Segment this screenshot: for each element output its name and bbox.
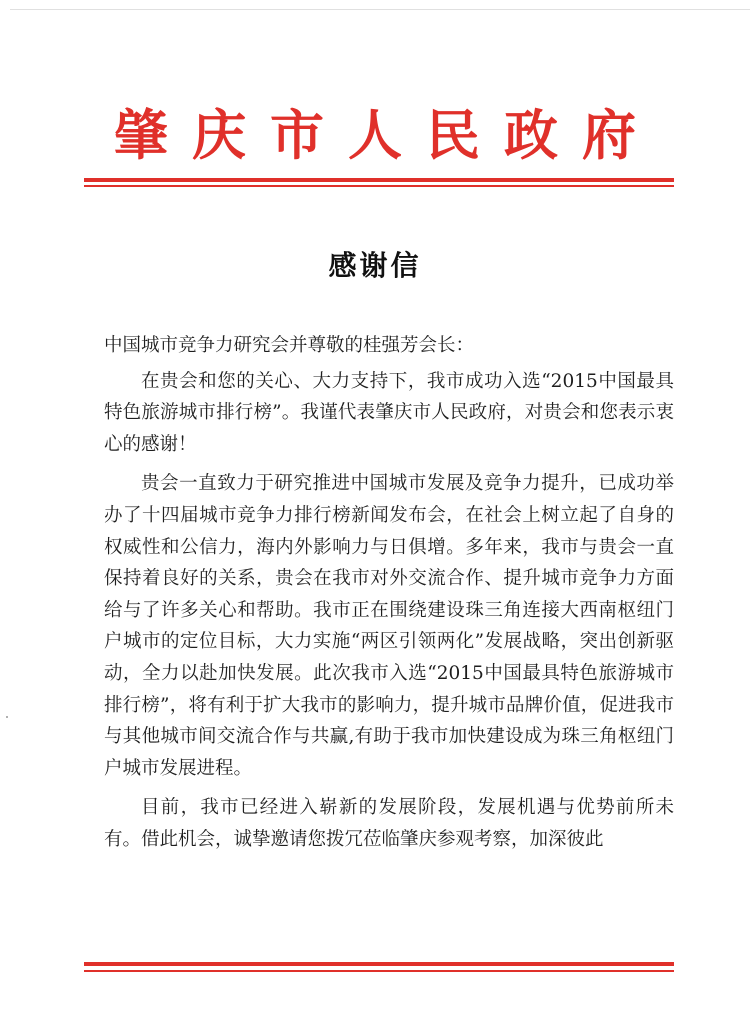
letter-title: 感谢信 — [328, 249, 422, 282]
letterhead-rule-thin — [84, 185, 674, 187]
footer-rule-thick — [84, 962, 674, 966]
letter-paragraph-1: 在贵会和您的关心、大力支持下，我市成功入选“2015中国最具特色旅游城市排行榜”。我谨代表肇庆市人民政府，对贵会和您表示衷心的感谢！ — [104, 370, 674, 455]
letterhead-org-name: 肇庆市人民政府 — [114, 104, 660, 167]
letter-salutation: 中国城市竞争力研究会并尊敬的桂强芳会长： — [104, 335, 475, 356]
letter-paragraph-2: 贵会一直致力于研究推进中国城市发展及竞争力提升，已成功举办了十四届城市竞争力排行榜新闻发布会，在社会上树立起了自身的权威性和公信力，海内外影响力与日俱增。多年来，我市与贵会一直保持着良好的关系，贵会在我市对外交流合作、提升城市竞争力方面给与了许多关心和帮助。我市正在围绕建设珠三角连接大西南枢纽门户城市的定位目标，大力实施“两区引领两化”发展战略，突出创新驱动，全力以赴加快发展。此次我市入选“2015中国最具特色旅游城市排行榜”，将有利于扩大我市的影响力，提升城市品牌价值，促进我市与其他城市间交流合作与共赢,有助于我市加快建设成为珠三角枢纽门户城市发展进程。 — [104, 473, 674, 779]
scan-edge-line — [10, 9, 750, 10]
footer-rule-thin — [84, 970, 674, 972]
scan-speck — [6, 716, 8, 718]
letter-body — [104, 330, 674, 864]
letterhead-rule-thick — [84, 178, 674, 182]
letter-paragraph-3: 目前，我市已经进入崭新的发展阶段，发展机遇与优势前所未有。借此机会，诚挚邀请您拨冗莅临肇庆参观考察，加深彼此 — [104, 797, 674, 850]
